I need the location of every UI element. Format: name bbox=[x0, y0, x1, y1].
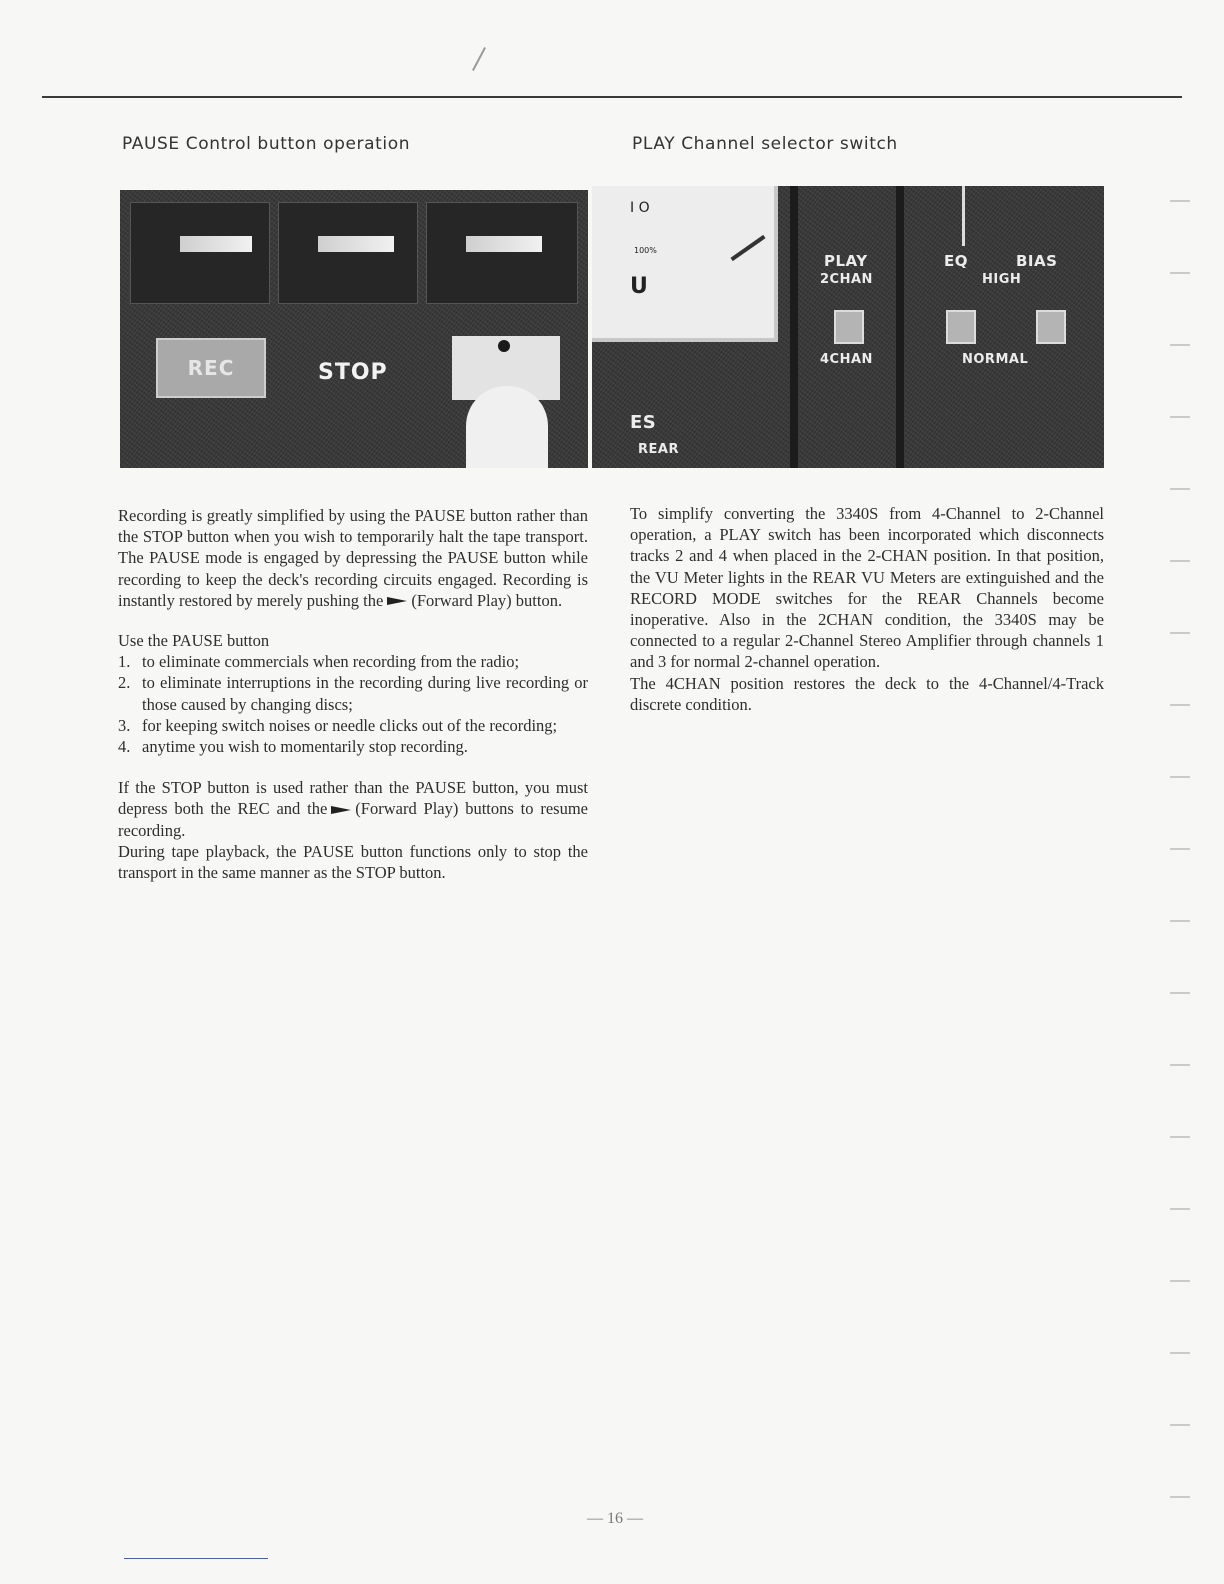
pause-paragraph-1-text: Recording is greatly simplified by using the PAUSE button rather than the STOP button when you wish to temporarily halt the tape transport. The PAUSE mode is engaged by depressing the PAUSE button while recording to keep the deck's recording circuits engaged. Recording is instantly restored by merely pushing the bbox=[118, 506, 588, 610]
meter-vu-letter: U bbox=[630, 274, 648, 299]
pencil-mark bbox=[472, 47, 486, 71]
pause-paragraph-1-end: (Forward Play) button. bbox=[411, 590, 563, 610]
normal-label: NORMAL bbox=[962, 352, 1029, 367]
panel-divider bbox=[790, 186, 798, 468]
vu-meter-face bbox=[592, 186, 778, 342]
scan-edge-marks bbox=[1170, 130, 1190, 1510]
play-paragraph-2: The 4CHAN position restores the deck to the 4-Channel/4-Track discrete condition. bbox=[630, 673, 1104, 714]
rec-button: REC bbox=[156, 338, 266, 398]
pause-paragraph-2-text: If the STOP button is used rather than the PAUSE button, you must depress both the REC and the bbox=[118, 778, 588, 819]
bias-switch bbox=[1036, 310, 1066, 344]
list-item bbox=[118, 672, 588, 714]
list-text: for keeping switch noises or needle clicks out of the recording; bbox=[142, 715, 558, 735]
button-slot bbox=[426, 202, 578, 304]
meter-letters: ES bbox=[630, 412, 657, 433]
list-number: 2. bbox=[118, 673, 131, 693]
list-number: 3. bbox=[118, 715, 131, 735]
pause-paragraph-2-end: (Forward Play) buttons to resume recording. bbox=[118, 799, 588, 840]
uses-intro: Use the PAUSE button bbox=[118, 631, 270, 651]
play-section-heading: PLAY Channel selector switch bbox=[632, 134, 898, 154]
bias-label: BIAS bbox=[1016, 252, 1058, 270]
pause-indicator-dot bbox=[498, 340, 510, 352]
top-rule bbox=[42, 96, 1182, 98]
list-text: to eliminate commercials when recording from the radio; bbox=[142, 652, 520, 672]
pause-description bbox=[118, 505, 588, 883]
rear-label: REAR bbox=[638, 442, 679, 457]
panel-divider bbox=[896, 186, 904, 468]
bottom-link-underline bbox=[124, 1558, 268, 1559]
high-label: HIGH bbox=[982, 272, 1022, 287]
pause-paragraph-1 bbox=[118, 505, 588, 611]
finger-pressing bbox=[466, 386, 548, 468]
play-channel-switch bbox=[834, 310, 864, 344]
stop-arrow-icon bbox=[318, 236, 394, 252]
play-switch-label: PLAY bbox=[824, 252, 868, 270]
pause-paragraph-2 bbox=[118, 777, 588, 841]
pause-buttons-photo bbox=[120, 190, 588, 468]
stop-button: STOP bbox=[318, 360, 388, 385]
four-chan-label: 4CHAN bbox=[820, 352, 873, 367]
forward-play-icon bbox=[387, 597, 407, 605]
meter-scale-top: I O bbox=[630, 200, 650, 216]
list-text: to eliminate interruptions in the recording during live recording or those caused by changing discs; bbox=[142, 673, 588, 714]
play-paragraph-1: To simplify converting the 3340S from 4-Channel to 2-Channel operation, a PLAY switch has been incorporated which disconnects tracks 2 and 4 when placed in the 2-CHAN position. In that position, the VU Meter lights in the REAR VU Meters are extinguished and the RECORD MODE switches for the REAR Channels become inoperative. Also in the 2CHAN condition, the 3340S may be connected to a regular 2-Channel Stereo Amplifier through channels 1 and 3 for normal 2-channel operation. bbox=[630, 504, 1104, 672]
list-item bbox=[118, 736, 588, 757]
forward-arrow-icon bbox=[466, 236, 542, 252]
play-description bbox=[630, 503, 1104, 715]
page-number: — 16 — bbox=[587, 1510, 643, 1527]
button-slot bbox=[130, 202, 270, 304]
button-slot bbox=[278, 202, 418, 304]
uses-list bbox=[118, 651, 588, 757]
meter-percent: 100% bbox=[634, 246, 657, 255]
eq-label: EQ bbox=[944, 252, 968, 270]
pause-section-heading: PAUSE Control button operation bbox=[122, 134, 411, 154]
eq-switch bbox=[946, 310, 976, 344]
forward-play-icon bbox=[331, 806, 351, 814]
list-number: 4. bbox=[118, 737, 131, 757]
list-text: anytime you wish to momentarily stop recording. bbox=[142, 737, 468, 757]
list-item bbox=[118, 715, 588, 736]
rewind-arrow-icon bbox=[180, 236, 252, 252]
two-chan-label: 2CHAN bbox=[820, 272, 873, 287]
eq-bias-divider-line bbox=[962, 186, 965, 246]
list-number: 1. bbox=[118, 652, 131, 672]
play-selector-photo bbox=[592, 186, 1104, 468]
pause-paragraph-3: During tape playback, the PAUSE button functions only to stop the transport in the same manner as the STOP button. bbox=[118, 841, 588, 883]
list-item bbox=[118, 651, 588, 672]
